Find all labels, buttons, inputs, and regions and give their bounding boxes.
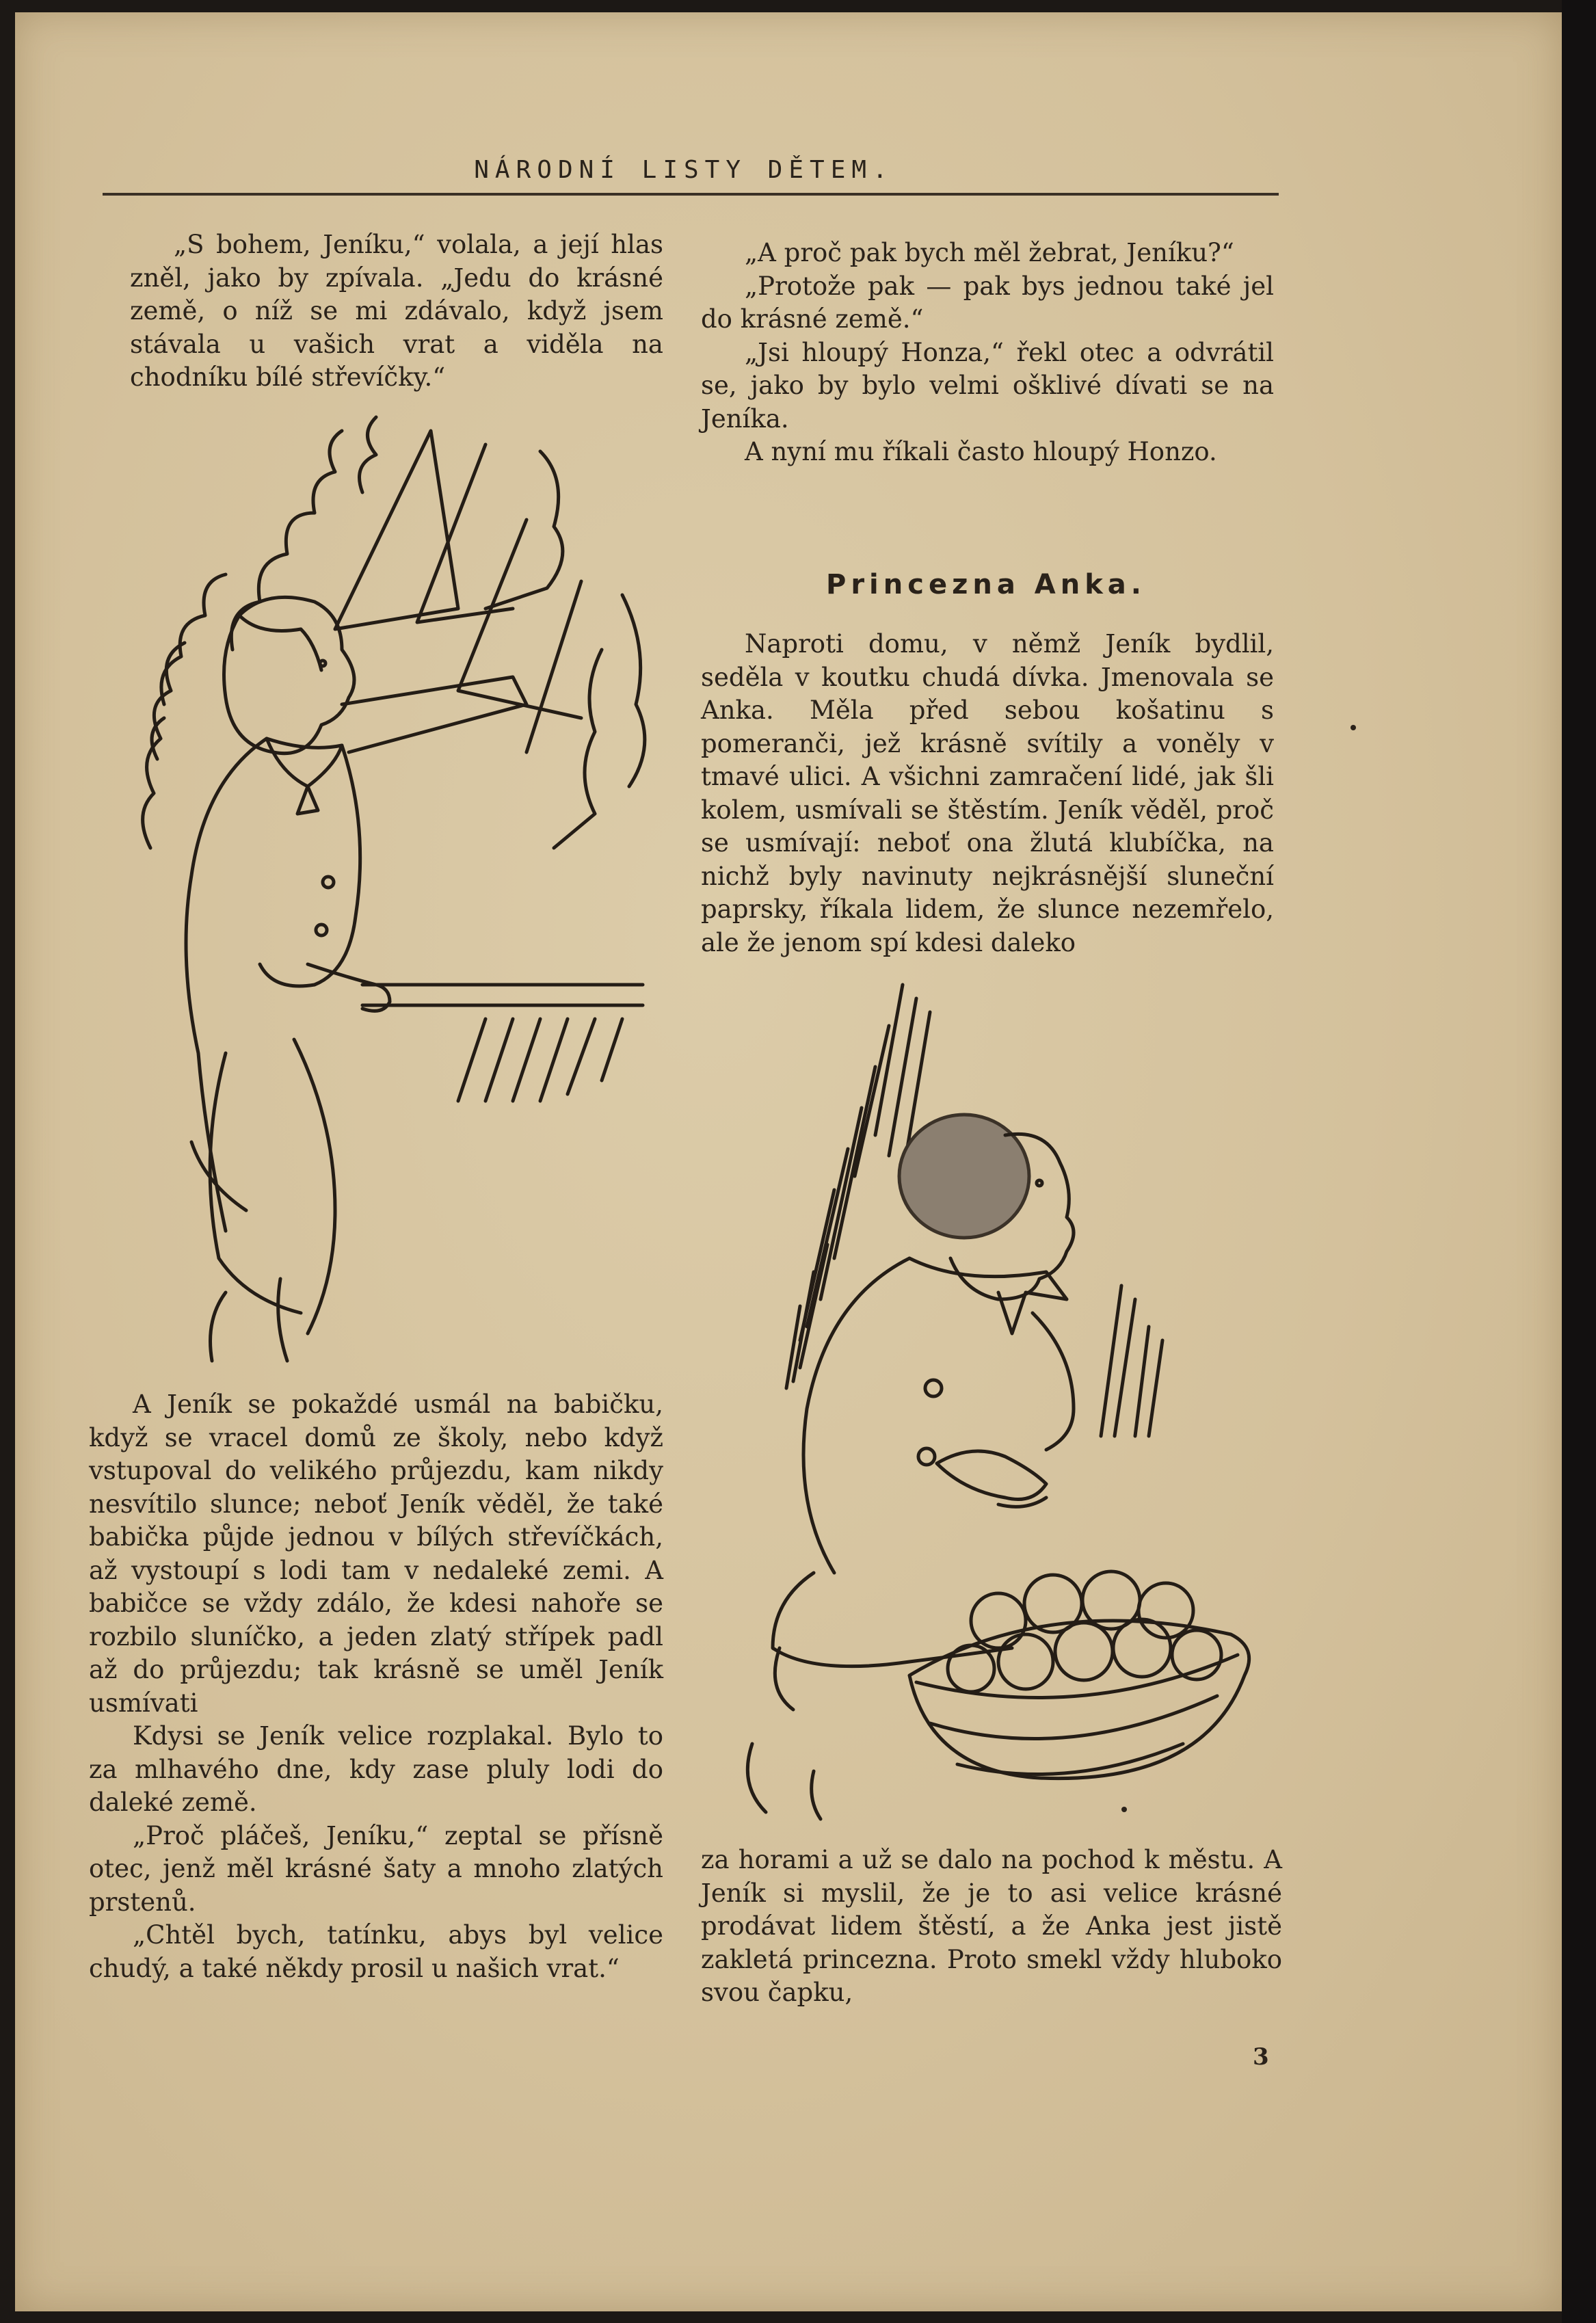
paragraph: „Protože pak — pak bys jednou také jel do krásné země.“ [701, 271, 1274, 334]
right-column-top [701, 237, 1274, 469]
paragraph: „Chtěl bych, tatínku, abys byl velice chudý, a také někdy prosil u našich vrat.“ [89, 1920, 663, 1983]
section-heading: Princezna Anka. [826, 569, 1146, 600]
paragraph: „Proč pláčeš, Jeníku,“ zeptal se přísně otec, jenž měl krásné šaty a mnoho zlatých prstenů. [89, 1820, 663, 1917]
paragraph: Naproti domu, v němž Jeník bydlil, seděla v koutku chudá dívka. Jmenovala se Anka. Měla před sebou košatinu s pomeranči, jež krásně svítily a voněly v tmavé ulici. A všichni zamračení lidé, jak šli kolem, usmívali se štěstím. Jeník věděl, proč se usmívají: neboť ona žlutá klubíčka, na nichž byly navinuty nejkrásnější sluneční paprsky, říkala lidem, že slunce nezemřelo, ale že jenom spí kdesi daleko [701, 629, 1274, 957]
paragraph: „Jsi hloupý Honza,“ řekl otec a odvrátil se, jako by bylo velmi ošklivé dívati se na Jeníka. [701, 337, 1274, 434]
left-column-top [130, 228, 663, 395]
paragraph: A nyní mu říkali často hloupý Honzo. [745, 437, 1217, 466]
paragraph: A Jeník se pokaždé usmál na babičku, když se vracel domů ze školy, nebo když vstupoval do velikého průjezdu, kam nikdy nesvítilo slunce; neboť Jeník věděl, že také babička půjde jednou v bílých střevíčkách, až vystoupí s lodi tam v nedaleké zemi. A babičce se vždy zdálo, že kdesi nahoře se rozbilo sluníčko, a jeden zlatý střípek padl až do průjezdu; tak krásně se uměl Jeník usmívati [89, 1390, 663, 1718]
running-head: NÁRODNÍ LISTY DĚTEM. [474, 156, 894, 184]
boy-at-window-with-ships-illustration [103, 403, 663, 1375]
paragraph: „A proč pak bych měl žebrat, Jeníku?“ [745, 238, 1234, 267]
scan-edge [1562, 0, 1596, 2323]
paragraph: „S bohem, Jeníku,“ volala, a její hlas zněl, jako by zpívala. „Jedu do krásné země, o níž se mi zdávalo, když jsem stávala u vašich vrat a viděla na chodníku bílé střevíčky.“ [130, 230, 663, 392]
girl-with-orange-basket-illustration [711, 985, 1272, 1819]
paragraph: Kdysi se Jeník velice rozplakal. Bylo to za mlhavého dne, kdy zase pluly lodi do daleké země. [89, 1721, 663, 1817]
right-column-section [701, 628, 1274, 959]
print-speck [1351, 725, 1356, 730]
print-speck [1121, 1807, 1127, 1812]
paragraph: za horami a už se dalo na pochod k městu. A Jeník si myslil, že je to asi velice krásné prodávat lidem štěstí, a že Anka jest jistě zakletá princezna. Proto smekl vždy hluboko svou čapku, [701, 1845, 1282, 2007]
right-column-bottom [701, 1844, 1282, 2010]
page-number: 3 [1253, 2043, 1269, 2071]
left-column-bottom [89, 1388, 663, 1985]
header-rule [103, 193, 1279, 196]
